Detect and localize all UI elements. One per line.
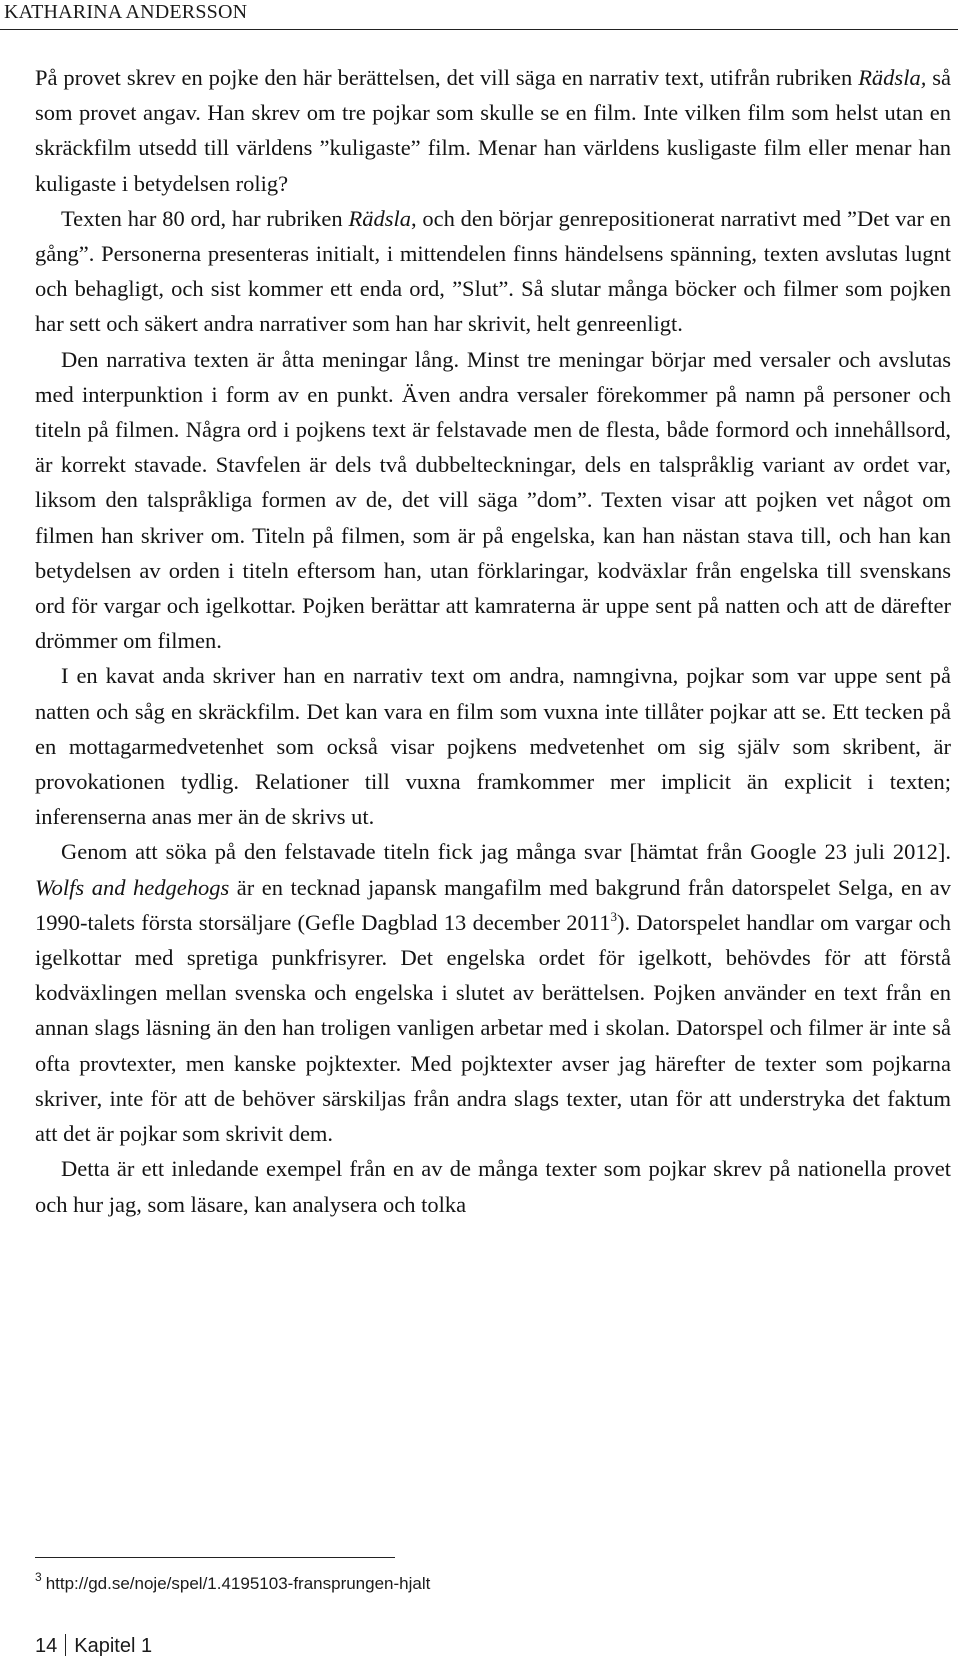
- body-paragraph: [35, 60, 951, 201]
- text-run: , och den börjar genrepositionerat narrativt med ”Det var en gång”. Personerna presenteras initialt, i mittendelen finns händelsens spänning, texten avslutas lugnt och behagligt, och sist kommer ett enda ord, ”Slut”. Så slutar många böcker och filmer som pojken har sett och säkert andra narrativer som han har skrivit, helt genreenligt.: [35, 205, 951, 337]
- page-number: 14: [35, 1635, 58, 1657]
- footnote-rule: [35, 1557, 395, 1558]
- italic-text: Rädsla,: [858, 65, 927, 90]
- header-rule: [0, 29, 958, 30]
- italic-text: Wolfs and hedgehogs: [35, 874, 230, 900]
- footnote: [35, 1572, 430, 1596]
- text-run: Texten har 80 ord, har rubriken: [61, 205, 349, 231]
- text-run: Den narrativa texten är åtta meningar lång. Minst tre meningar börjar med versaler och avslutas med interpunktion i form av en punkt. Även andra versaler förekommer på namn på personer och titeln på filmen. Några ord i pojkens text är felstavade men de flesta, både formord och innehållsord, är korrekt stavade. Stavfelen är dels två dubbelteckningar, dels en talspråklig variant av ordet var, liksom den talspråkliga formen av de, det vill säga ”dom”. Texten visar att pojken vet något om filmen han skriver om. Titeln på filmen, som är på engelska, kan han nästan stava till, och han kan betydelsen av orden i titeln eftersom han, utan förklaringar, kodväxlar från engelska till svenskans ord för vargar och igelkottar. Pojken berättar att kamraterna är uppe sent på natten och att de därefter drömmer om filmen.: [35, 346, 951, 654]
- body-paragraph: [35, 1151, 951, 1221]
- text-run: Genom att söka på den felstavade titeln fick jag många svar [hämtat från Google 23 juli 2012].: [61, 839, 951, 865]
- body-paragraph: [35, 658, 951, 834]
- page-footer: [35, 1634, 152, 1658]
- text-run: I en kavat anda skriver han en narrativ text om andra, namngivna, pojkar som var uppe sent på natten och såg en skräckfilm. Det kan vara en film som vuxna inte tillåter pojkar att se. Ett tecken på en mottagarmedvetenhet som också visar pojkens medvetenhet om sig själv som skribent, är provokationen tydlig. Relationer till vuxna framkommer mer implicit än explicit i texten; inferenserna anas mer än de skrivs ut.: [35, 663, 951, 830]
- footnote-reference: 3: [610, 908, 617, 924]
- body-paragraph: [35, 342, 951, 659]
- text-run: Detta är ett inledande exempel från en av de många texter som pojkar skrev på nationella provet och hur jag, som läsare, kan analysera och tolka: [35, 1156, 951, 1217]
- italic-text: Rädsla: [348, 205, 411, 231]
- footnote-url[interactable]: http://gd.se/noje/spel/1.4195103-fransprungen-hjalt: [45, 1574, 431, 1593]
- body-paragraph: [35, 834, 951, 1151]
- running-header-author: KATHARINA ANDERSSON: [4, 1, 248, 23]
- text-run: så som provet angav. Han skrev om tre pojkar som skulle se en film. Inte vilken film som helst utan en skräckfilm utsedd till världens ”kuligaste” film. Menar han världens kusligaste film eller menar han kuligaste i betydelsen rolig?: [35, 65, 951, 196]
- footnote-marker: 3: [35, 1570, 42, 1584]
- body-paragraph: [35, 201, 951, 342]
- text-run: ). Datorspelet handlar om vargar och igelkottar med spretiga punkfrisyrer. Det engelska ordet för igelkott, behövdes för att förstå kodväxlingen mellan svenska och engelska i slutet av berättelsen. Pojken använder en text från en annan slags läsning än den han troligen vanligen arbetar med i skolan. Datorspel och filmer är inte så ofta provtexter, men kanske pojktexter. Med pojktexter avser jag härefter de texter som pojkarna skriver, inte för att de behöver särskiljas från andra slags texter, utan för att understryka det faktum att det är pojkar som skrivit dem.: [35, 909, 951, 1147]
- chapter-label: Kapitel 1: [74, 1635, 153, 1657]
- text-run: är en tecknad japansk mangafilm med bakgrund från datorspelet Selga, en av 1990-talets första storsäljare (Gefle Dagblad 13 december 2011: [35, 874, 951, 935]
- running-header: [0, 0, 960, 34]
- body-text: [35, 60, 951, 1222]
- footer-separator: [65, 1634, 66, 1656]
- text-run: På provet skrev en pojke den här berättelsen, det vill säga en narrativ text, utifrån rubriken: [35, 65, 859, 90]
